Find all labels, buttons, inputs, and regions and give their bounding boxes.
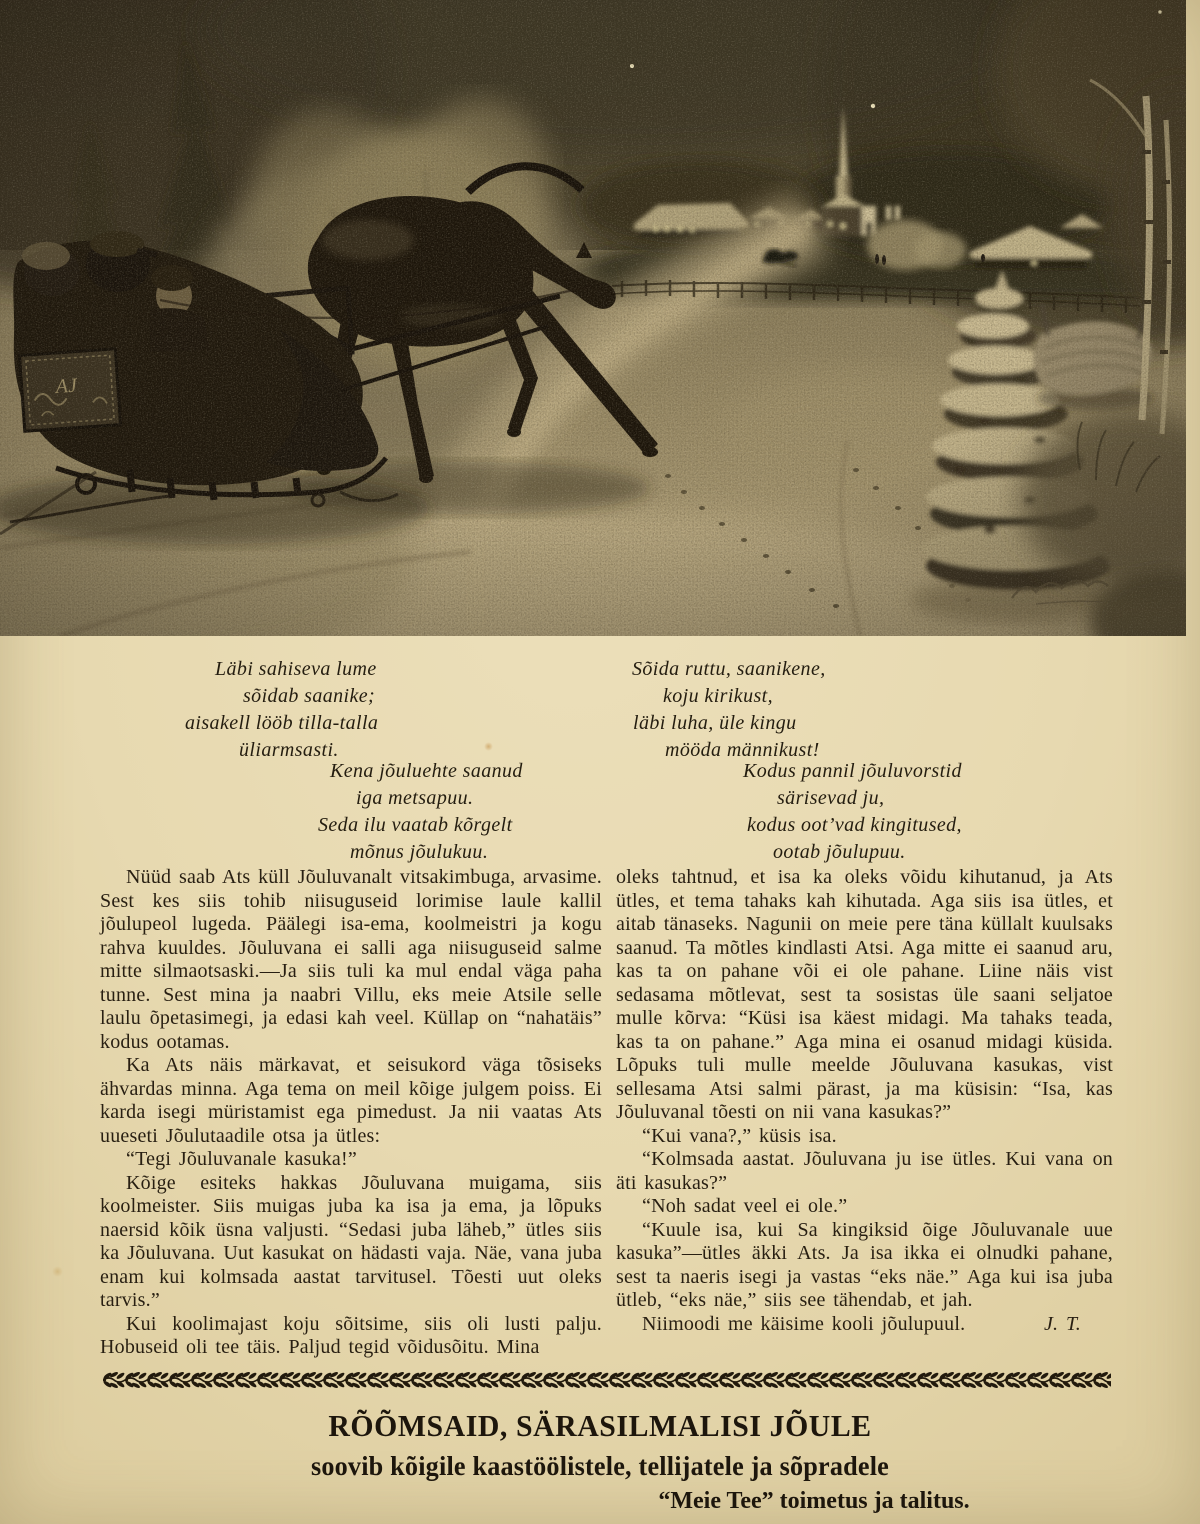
paragraph: “Kolmsada aastat. Jõuluvana ju ise ütles. Kui vana on äti kasukas?” (616, 1148, 1113, 1194)
paragraph: Kõige esiteks hakkas Jõuluvana muigama, siis koolmeister. Siis muigas juba ka isa ja ema, ja lõpuks naersid kõik üsna valjusti. “Sedasi juba läheb,” ütles siis ka Jõuluvana. Uut kasukat on hädasti vaja. Näe, vana juba enam kui kolmsada aastat tarvitusel. Tõesti uut oleks tarvis.” (100, 1171, 602, 1311)
greeting-subline (0, 1451, 1200, 1482)
paragraph: “Kui vana?,” küsis isa. (642, 1124, 837, 1147)
article-column-left (100, 866, 602, 1360)
paper-stain (918, 958, 925, 965)
poem-line: koju kirikust, (663, 685, 774, 707)
ornament-divider (103, 1371, 1111, 1389)
poem-stanza-1 (185, 656, 378, 764)
poem-stanza-4 (720, 758, 962, 866)
author-initials: J. T. (1043, 1312, 1081, 1335)
poem-line: Seda ilu vaatab kõrgelt (318, 814, 513, 836)
paper-stain (52, 1266, 63, 1277)
poem-line: Sõida ruttu, saanikene, (632, 658, 826, 680)
poem-line: Läbi sahiseva lume (215, 658, 377, 680)
greeting-subline-text: soovib kõigile kaastöölistele, tellijatele ja sõpradele (310, 1451, 890, 1481)
poem-line: mõnus jõulukuu. (350, 841, 489, 863)
poem-line: kodus oot’vad kingitused, (747, 814, 962, 836)
poem-line: iga metsapuu. (356, 787, 474, 809)
greeting-signature: “Meie Tee” toimetus ja talitus. (658, 1488, 970, 1514)
illustration-winter-sleigh (0, 0, 1186, 636)
greeting-headline-text: RÕÕMSAID, SÄRASILMALISI JÕULE (328, 1408, 872, 1443)
closing-sentence: Niimoodi me käisime kooli jõulupuul. (642, 1312, 966, 1335)
poem-line: Kena jõuluehte saanud (330, 760, 523, 782)
poem-line: aisakell lööb tilla-talla (185, 712, 379, 734)
poem-line: mööda männikust! (665, 739, 820, 761)
paragraph: “Tegi Jõuluvanale kasuka!” (126, 1148, 357, 1170)
poem-stanza-2 (318, 758, 523, 866)
poem-line: sõidab saanike; (243, 685, 376, 707)
paragraph: “Kuule isa, kui Sa kingiksid õige Jõuluvanale uue kasuka”—ütles äkki Ats. Ja isa ikka ei olnudki pahane, sest ta naeris isegi ja vastas “eks näe.” Aga kui isa juba ütleb, “eks näe,” siis see tähendab, et jah. (616, 1218, 1113, 1311)
leaf-garland-ornament (103, 1371, 1111, 1389)
paragraph-closing (616, 1313, 1113, 1337)
article-column-right (616, 866, 1113, 1336)
poem-line: Kodus pannil jõuluvorstid (743, 760, 962, 782)
paragraph: “Noh sadat veel ei ole.” (642, 1195, 848, 1217)
paper-stain (484, 742, 493, 751)
poem-stanza-3 (610, 656, 826, 764)
greeting-headline (0, 1408, 1200, 1444)
poem-line: üliarmsasti. (239, 739, 339, 761)
poem-line: ootab jõulupuu. (773, 841, 906, 863)
paragraph: Kui koolimajast koju sõitsime, siis oli lusti palju. Hobuseid oli tee täis. Paljud tegid võidusõitu. Mina (100, 1312, 602, 1358)
paragraph: Ka Ats näis märkavat, et seisukord väga tõsiseks ähvardas minna. Aga tema on meil kõige julgem poiss. Ei karda isegi müristamist ega pimedust. Ja nii vaatas Ats uueseti Jõulutaadile otsa ja ütles: (100, 1054, 602, 1147)
poem-line: läbi luha, üle kingu (633, 712, 797, 734)
paragraph: oleks tahtnud, et isa ka oleks võidu kihutanud, ja Ats ütles, et tema tahaks kah kihutada. Aga siis isa ütles, et aitab tänaseks. Nagunii on meie pere täna küllalt kuulsaks saanud. Ta mõtles kindlasti Atsi. Aga mitte ei saanud aru, kas ta on pahane või ei ole pahane. Liine näis vist sedasama mõtlevat, sest ta sosistas üle saani seljatoe mulle kõrva: “Küsi isa käest midagi. Ma tahaks teada, kas ta on pahane.” Aga mina ei osanud midagi küsida. Lõpuks tuli mulle meelde Jõuluvana kasukas, vist sellesama Atsi salmi pärast, ja ma küsisin: “Isa, kas Jõuluvanal tõesti on nii vana kasukas?” (616, 866, 1113, 1123)
illustration-canvas (0, 0, 1186, 636)
paragraph: Nüüd saab Ats küll Jõuluvanalt vitsakimbuga, arvasime. Sest kes siis tohib niisuguseid lorimise laule kallil jõulupeol lugeda. Päälegi isa-ema, koolmeistri ja kogu rahva kuuldes. Jõuluvana ei salli aga niisuguseid salme mitte silmaotsaski.—Ja siis tuli ka mul endal väga paha tunne. Sest mina ja naabri Villu, eks meie Atsile selle laulu õpetasimegi, ja edasi kah veel. Küllap on “nahatäis” kodus ootamas. (100, 866, 602, 1053)
poem-line: särisevad ju, (777, 787, 885, 809)
